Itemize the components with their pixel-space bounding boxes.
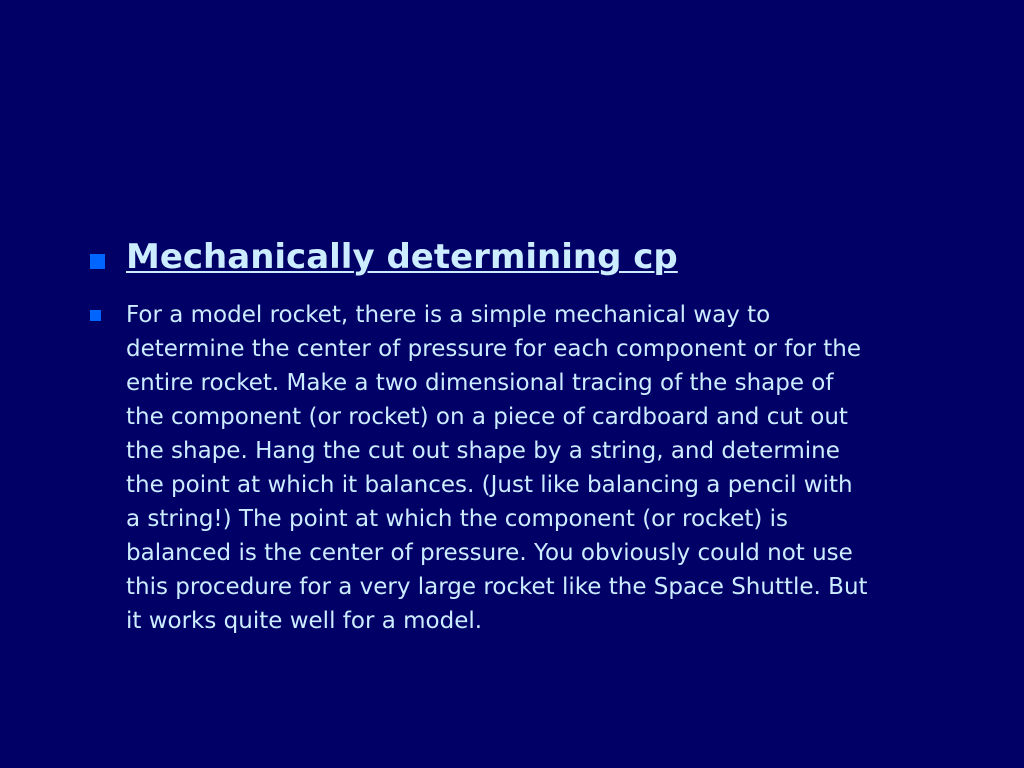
body-line: balanced is the center of pressure. You obviously could not use (126, 540, 853, 566)
body-line: the component (or rocket) on a piece of cardboard and cut out (126, 404, 848, 430)
body-line: entire rocket. Make a two dimensional tracing of the shape of (126, 370, 834, 396)
body-bullet-item (0, 298, 1024, 648)
body-line: a string!) The point at which the component (or rocket) is (126, 506, 789, 532)
body-line: determine the center of pressure for each component or for the (126, 336, 861, 362)
body-paragraph (126, 298, 946, 638)
slide-heading: Mechanically determining cp (126, 237, 678, 277)
body-line: it works quite well for a model. (126, 608, 483, 634)
body-line: this procedure for a very large rocket like the Space Shuttle. But (126, 574, 868, 600)
heading-bullet-item (0, 234, 1024, 284)
body-line: For a model rocket, there is a simple mechanical way to (126, 302, 771, 328)
body-line: the shape. Hang the cut out shape by a string, and determine (126, 438, 840, 464)
body-line: the point at which it balances. (Just like balancing a pencil with (126, 472, 853, 498)
square-bullet-icon (90, 310, 101, 321)
square-bullet-icon (90, 254, 105, 269)
